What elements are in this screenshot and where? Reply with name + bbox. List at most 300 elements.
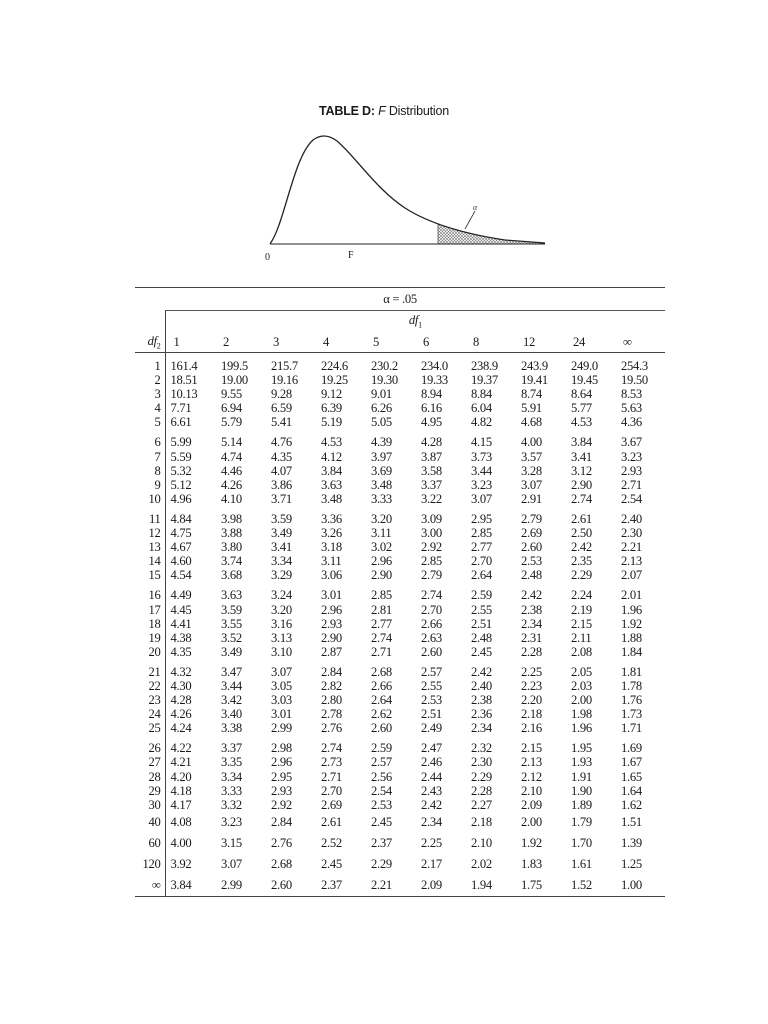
table-cell: 4.22 — [165, 735, 221, 755]
table-cell: 1.81 — [621, 664, 642, 679]
table-cell: 3.00 — [421, 526, 442, 541]
table-cell: 2.68 — [371, 664, 392, 679]
table-cell: 2.23 — [521, 678, 542, 693]
row-df2-label: 23 — [148, 693, 161, 708]
table-cell: 4.10 — [221, 491, 242, 506]
table-cell: 19.41 — [521, 373, 548, 388]
table-cell: 4.75 — [165, 526, 221, 540]
tail-area — [438, 224, 545, 244]
table-cell: 2.63 — [421, 630, 442, 645]
table-cell: 2.96 — [271, 755, 292, 770]
table-cell: 3.28 — [521, 463, 542, 478]
title-rest: Distribution — [388, 104, 449, 118]
table-cell: 4.84 — [165, 506, 221, 526]
table-cell: 2.15 — [521, 741, 542, 756]
table-cell: 1.69 — [621, 741, 642, 756]
table-cell: 5.12 — [165, 478, 221, 492]
table-cell: 2.05 — [571, 664, 592, 679]
table-cell: 1.73 — [621, 707, 642, 722]
origin-label: 0 — [265, 252, 270, 263]
table-cell: 2.36 — [471, 707, 492, 722]
table-cell: 7.71 — [165, 401, 221, 415]
column-header: 3 — [271, 332, 321, 353]
table-cell: 2.44 — [421, 769, 442, 784]
table-cell: 2.90 — [371, 568, 392, 583]
table-cell: 3.97 — [371, 449, 392, 464]
table-cell: 3.58 — [421, 463, 442, 478]
table-cell: 4.12 — [321, 449, 342, 464]
table-row — [135, 415, 665, 429]
table-cell: 2.92 — [421, 540, 442, 555]
table-cell: 6.39 — [321, 401, 342, 416]
table-cell: 4.38 — [165, 631, 221, 645]
table-cell: 2.08 — [571, 644, 592, 659]
table-cell: 2.71 — [621, 477, 642, 492]
table-cell: 1.83 — [521, 856, 542, 871]
table-row — [135, 554, 665, 568]
table-cell: 3.59 — [271, 511, 292, 526]
table-cell: 2.29 — [571, 568, 592, 583]
table-cell: 3.37 — [221, 741, 242, 756]
table-cell: 2.66 — [421, 616, 442, 631]
row-df2-label: 6 — [154, 435, 161, 450]
table-cell: 2.10 — [521, 783, 542, 798]
table-cell: 3.68 — [221, 568, 242, 583]
table-cell: 2.79 — [421, 568, 442, 583]
table-row — [135, 617, 665, 631]
table-cell: 2.34 — [521, 616, 542, 631]
table-cell: 4.15 — [471, 435, 492, 450]
table-cell: 2.42 — [571, 540, 592, 555]
table-cell: 1.90 — [571, 783, 592, 798]
table-cell: 2.64 — [471, 568, 492, 583]
table-cell: 1.76 — [621, 693, 642, 708]
table-cell: 3.15 — [221, 835, 242, 850]
table-cell: 2.00 — [571, 693, 592, 708]
table-cell: 4.17 — [165, 798, 221, 812]
table-cell: 2.74 — [571, 491, 592, 506]
row-df2-label: 26 — [148, 741, 161, 756]
table-cell: 4.00 — [165, 833, 221, 854]
table-cell: 3.01 — [321, 588, 342, 603]
table-cell: 3.41 — [271, 540, 292, 555]
row-df2-label: 27 — [148, 755, 161, 770]
table-cell: 2.64 — [371, 693, 392, 708]
table-cell: 161.4 — [165, 353, 221, 374]
row-df2-label: 2 — [154, 373, 161, 388]
table-cell: 238.9 — [471, 359, 498, 373]
table-cell: 4.68 — [521, 415, 542, 430]
table-cell: 224.6 — [321, 359, 348, 373]
table-cell: 2.99 — [271, 721, 292, 736]
row-df2-label: 10 — [148, 491, 161, 506]
table-cell: 3.20 — [271, 602, 292, 617]
column-header: 8 — [471, 332, 521, 353]
table-cell: 3.11 — [321, 554, 342, 569]
table-cell: 3.44 — [471, 463, 492, 478]
table-cell: 3.42 — [221, 693, 242, 708]
table-cell: 2.27 — [471, 797, 492, 812]
row-df2-label: 120 — [142, 856, 161, 871]
table-cell: 2.34 — [421, 814, 442, 829]
f-table — [135, 287, 665, 897]
table-cell: 2.85 — [421, 554, 442, 569]
table-cell: 6.59 — [271, 401, 292, 416]
table-cell: 4.74 — [221, 449, 242, 464]
row-df2-label: 60 — [148, 835, 161, 850]
table-cell: 3.49 — [221, 644, 242, 659]
table-cell: 2.93 — [321, 616, 342, 631]
table-row — [135, 373, 665, 387]
table-cell: 4.41 — [165, 617, 221, 631]
table-cell: 3.23 — [621, 449, 642, 464]
table-cell: 2.38 — [471, 693, 492, 708]
row-df2-label: 25 — [148, 721, 161, 736]
row-df2-label: 3 — [154, 387, 161, 402]
column-header: 6 — [421, 332, 471, 353]
table-cell: 2.90 — [321, 630, 342, 645]
table-cell: 3.38 — [221, 721, 242, 736]
table-row — [135, 659, 665, 679]
table-cell: 9.55 — [221, 387, 242, 402]
table-cell: 4.67 — [165, 540, 221, 554]
table-cell: 1.00 — [621, 875, 665, 897]
table-cell: 3.67 — [621, 435, 642, 450]
row-df2-label: 28 — [148, 769, 161, 784]
table-cell: 2.74 — [371, 630, 392, 645]
table-cell: 2.84 — [271, 814, 292, 829]
table-cell: 3.29 — [271, 568, 292, 583]
table-cell: 19.45 — [571, 373, 598, 388]
column-header: ∞ — [621, 332, 665, 353]
axis-label: F — [348, 250, 354, 261]
table-cell: 243.9 — [521, 359, 548, 373]
table-cell: 2.87 — [321, 644, 342, 659]
table-row — [135, 540, 665, 554]
table-cell: 1.52 — [571, 875, 621, 897]
row-df2-label: 19 — [148, 630, 161, 645]
table-cell: 4.60 — [165, 554, 221, 568]
table-cell: 4.28 — [165, 693, 221, 707]
table-cell: 1.96 — [571, 721, 592, 736]
row-df2-label: 29 — [148, 783, 161, 798]
table-cell: 2.92 — [271, 797, 292, 812]
table-row — [135, 798, 665, 812]
table-cell: 1.51 — [621, 814, 642, 829]
table-cell: 3.26 — [321, 526, 342, 541]
table-cell: 2.38 — [521, 602, 542, 617]
table-cell: 2.93 — [621, 463, 642, 478]
table-cell: 3.52 — [221, 630, 242, 645]
table-cell: 4.32 — [165, 659, 221, 679]
table-cell: 5.63 — [621, 401, 642, 416]
table-row — [135, 450, 665, 464]
row-df2-label: 8 — [154, 463, 161, 478]
table-cell: 1.67 — [621, 755, 642, 770]
row-df2-label: 7 — [154, 449, 161, 464]
page-title — [0, 104, 768, 118]
row-df2-label: 5 — [154, 415, 161, 430]
table-cell: 3.69 — [371, 463, 392, 478]
table-cell: 2.37 — [321, 875, 371, 897]
table-cell: 2.70 — [321, 783, 342, 798]
table-cell: 2.53 — [521, 554, 542, 569]
table-cell: 3.18 — [321, 540, 342, 555]
table-cell: 3.92 — [165, 854, 221, 875]
table-cell: 3.11 — [371, 526, 392, 541]
table-cell: 215.7 — [271, 359, 298, 373]
table-cell: 199.5 — [221, 359, 248, 373]
table-cell: 3.02 — [371, 540, 392, 555]
table-cell: 2.29 — [371, 856, 392, 871]
table-cell: 2.21 — [621, 540, 642, 555]
table-cell: 5.41 — [271, 415, 292, 430]
table-cell: 2.32 — [471, 741, 492, 756]
table-cell: 9.01 — [371, 387, 392, 402]
table-cell: 3.06 — [321, 568, 342, 583]
table-row — [135, 854, 665, 875]
table-cell: 19.33 — [421, 373, 448, 388]
tail-label: α — [473, 203, 478, 212]
table-cell: 1.70 — [571, 835, 592, 850]
row-df2-label: 30 — [148, 797, 161, 812]
table-cell: 234.0 — [421, 359, 448, 373]
table-cell: 1.94 — [471, 875, 521, 897]
row-df2-label: 13 — [148, 540, 161, 555]
row-df2-label: 11 — [148, 511, 161, 526]
table-cell: 9.28 — [271, 387, 292, 402]
table-cell: 2.47 — [421, 741, 442, 756]
table-row — [135, 568, 665, 582]
table-cell: 3.59 — [221, 602, 242, 617]
table-cell: 2.18 — [521, 707, 542, 722]
title-lead: TABLE D: — [319, 104, 375, 118]
table-cell: 1.62 — [621, 797, 642, 812]
table-cell: 4.54 — [165, 568, 221, 582]
row-df2-label: 14 — [148, 554, 161, 569]
column-header: 12 — [521, 332, 571, 353]
table-cell: 5.19 — [321, 415, 342, 430]
table-cell: 3.34 — [221, 769, 242, 784]
table-cell: 2.76 — [271, 835, 292, 850]
table-cell: 1.25 — [621, 856, 642, 871]
table-cell: 2.51 — [471, 616, 492, 631]
table-cell: 2.62 — [371, 707, 392, 722]
column-header: 2 — [221, 332, 271, 353]
table-cell: 5.79 — [221, 415, 242, 430]
table-cell: 2.77 — [471, 540, 492, 555]
table-cell: 2.80 — [321, 693, 342, 708]
table-row — [135, 464, 665, 478]
table-cell: 5.91 — [521, 401, 542, 416]
table-cell: 1.98 — [571, 707, 592, 722]
table-cell: 3.49 — [271, 526, 292, 541]
table-cell: 3.63 — [321, 477, 342, 492]
table-cell: 2.76 — [321, 721, 342, 736]
table-cell: 3.07 — [271, 664, 292, 679]
table-row — [135, 707, 665, 721]
table-cell: 2.15 — [571, 616, 592, 631]
table-cell: 3.16 — [271, 616, 292, 631]
table-cell: 3.23 — [221, 814, 242, 829]
table-row — [135, 526, 665, 540]
table-cell: 3.07 — [471, 491, 492, 506]
table-row — [135, 478, 665, 492]
table-cell: 2.57 — [371, 755, 392, 770]
row-df2-label: 22 — [148, 678, 161, 693]
table-cell: 4.28 — [421, 435, 442, 450]
table-cell: 2.55 — [471, 602, 492, 617]
row-df2-label: 24 — [148, 707, 161, 722]
table-cell: 3.73 — [471, 449, 492, 464]
table-cell: 2.96 — [321, 602, 342, 617]
table-cell: 2.70 — [471, 554, 492, 569]
row-df2-label: 17 — [148, 602, 161, 617]
table-cell: 4.07 — [271, 463, 292, 478]
table-row — [135, 429, 665, 449]
table-cell: 2.73 — [321, 755, 342, 770]
table-row — [135, 353, 665, 374]
table-row — [135, 631, 665, 645]
table-cell: 2.85 — [471, 526, 492, 541]
table-cell: 3.35 — [221, 755, 242, 770]
table-cell: 2.77 — [371, 616, 392, 631]
table-cell: 2.60 — [521, 540, 542, 555]
row-df2-label: 1 — [154, 359, 161, 373]
table-cell: 2.13 — [521, 755, 542, 770]
df1-label — [165, 311, 665, 333]
table-cell: 2.01 — [621, 588, 642, 603]
table-cell: 8.84 — [471, 387, 492, 402]
table-cell: 3.36 — [321, 511, 342, 526]
table-cell: 1.79 — [571, 814, 592, 829]
table-cell: 4.53 — [571, 415, 592, 430]
table-cell: 2.09 — [421, 875, 471, 897]
table-cell: 6.26 — [371, 401, 392, 416]
table-cell: 2.25 — [521, 664, 542, 679]
table-cell: 2.34 — [471, 721, 492, 736]
table-cell: 2.37 — [371, 835, 392, 850]
table-cell: 2.07 — [621, 568, 642, 583]
table-cell: 1.84 — [621, 644, 642, 659]
table-cell: 3.07 — [221, 856, 242, 871]
table-cell: 2.95 — [471, 511, 492, 526]
table-cell: 1.65 — [621, 769, 642, 784]
table-cell: 2.66 — [371, 678, 392, 693]
table-cell: 2.91 — [521, 491, 542, 506]
table-cell: 4.96 — [165, 492, 221, 506]
table-cell: 2.53 — [371, 797, 392, 812]
table-cell: 3.84 — [165, 875, 221, 897]
table-cell: 2.93 — [271, 783, 292, 798]
table-cell: 3.74 — [221, 554, 242, 569]
table-cell: 2.30 — [621, 526, 642, 541]
table-cell: 2.74 — [421, 588, 442, 603]
table-cell: 3.40 — [221, 707, 242, 722]
table-cell: 3.23 — [471, 477, 492, 492]
table-cell: 6.94 — [221, 401, 242, 416]
table-cell: 19.16 — [271, 373, 298, 388]
table-cell: 2.00 — [521, 814, 542, 829]
table-cell: 2.71 — [321, 769, 342, 784]
table-cell: 3.44 — [221, 678, 242, 693]
table-cell: 2.85 — [371, 588, 392, 603]
row-df2-label: 16 — [148, 588, 161, 603]
table-cell: 3.32 — [221, 797, 242, 812]
table-cell: 8.53 — [621, 387, 642, 402]
table-cell: 4.21 — [165, 755, 221, 769]
row-df2-label: 4 — [154, 401, 161, 416]
table-cell: 2.21 — [371, 875, 421, 897]
alpha-label: α = .05 — [135, 288, 665, 311]
table-cell: 2.11 — [571, 630, 592, 645]
table-cell: 3.98 — [221, 511, 242, 526]
table-row — [135, 812, 665, 833]
table-cell: 5.77 — [571, 401, 592, 416]
table-cell: 2.46 — [421, 755, 442, 770]
table-cell: 3.20 — [371, 511, 392, 526]
table-cell: 3.48 — [371, 477, 392, 492]
table-cell: 4.20 — [165, 770, 221, 784]
table-cell: 2.12 — [521, 769, 542, 784]
table-cell: 1.92 — [521, 835, 542, 850]
table-row — [135, 582, 665, 602]
table-cell: 2.57 — [421, 664, 442, 679]
table-cell: 1.93 — [571, 755, 592, 770]
table-cell: 3.33 — [221, 783, 242, 798]
table-cell: 2.61 — [321, 814, 342, 829]
table-cell: 6.61 — [165, 415, 221, 429]
table-row — [135, 875, 665, 897]
table-cell: 2.90 — [571, 477, 592, 492]
table-cell: 4.26 — [221, 477, 242, 492]
table-cell: 3.34 — [271, 554, 292, 569]
table-cell: 2.69 — [321, 797, 342, 812]
df2-label — [135, 332, 165, 353]
table-cell: 4.26 — [165, 707, 221, 721]
table-row — [135, 492, 665, 506]
table-cell: 2.55 — [421, 678, 442, 693]
table-cell: 4.46 — [221, 463, 242, 478]
table-cell: 2.98 — [271, 741, 292, 756]
table-cell: 2.35 — [571, 554, 592, 569]
table-cell: 2.03 — [571, 678, 592, 693]
table-cell: 2.54 — [371, 783, 392, 798]
row-df2-label: 40 — [148, 814, 161, 829]
table-cell: 4.36 — [621, 415, 642, 430]
table-cell: 3.48 — [321, 491, 342, 506]
table-cell: 2.43 — [421, 783, 442, 798]
table-row — [135, 784, 665, 798]
table-cell: 5.59 — [165, 450, 221, 464]
table-cell: 3.37 — [421, 477, 442, 492]
df2-sub: 2 — [156, 341, 161, 351]
df1-sub: 1 — [418, 320, 422, 330]
table-cell: 249.0 — [571, 359, 598, 373]
row-df2-label: 20 — [148, 644, 161, 659]
table-cell: 2.61 — [571, 511, 592, 526]
table-cell: 2.84 — [321, 664, 342, 679]
table-cell: 4.30 — [165, 679, 221, 693]
table-cell: 2.42 — [521, 588, 542, 603]
table-cell: 5.32 — [165, 464, 221, 478]
table-cell: 4.18 — [165, 784, 221, 798]
table-cell: 4.35 — [271, 449, 292, 464]
table-cell: 3.57 — [521, 449, 542, 464]
table-cell: 3.01 — [271, 707, 292, 722]
density-curve — [270, 136, 545, 244]
table-cell: 2.59 — [471, 588, 492, 603]
